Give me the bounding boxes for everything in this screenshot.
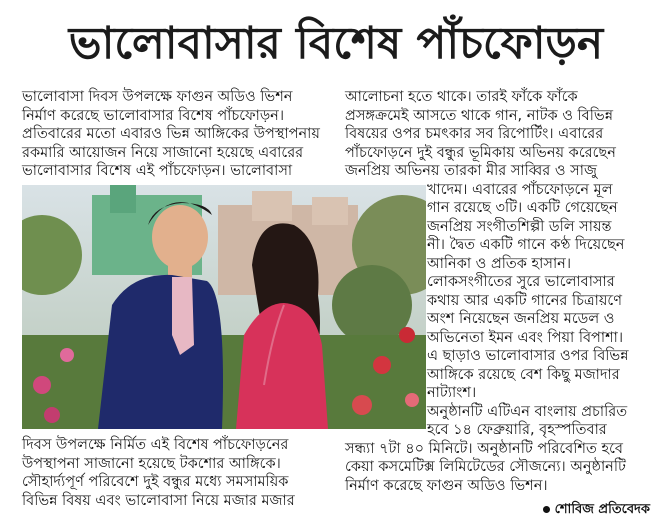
right-column [345,88,665,495]
text-line: খাদেম। এবারের পাঁচফোড়নে মূল [427,181,613,198]
text-line: প্রসঙ্গক্রমেই আসতে থাকে গান, নাটক ও বিভিন্ন [345,107,613,124]
text-line: দিবস উপলক্ষে নির্মিত এই বিশেষ পাঁচফোড়নের [22,437,289,453]
text-line: পাঁচফোড়নে দুই বন্ধুর ভূমিকায় অভিনয় করেছেন [345,144,616,161]
text-line: ভালোবাসার বিশেষ এই পাঁচফোড়ন। ভালোবাসা [22,163,293,179]
text-line: অনুষ্ঠানটি এটিএন বাংলায় প্রচারিত [427,403,628,420]
byline-text: শোবিজ প্রতিবেদক [554,502,650,517]
text-line: আলোচনা হতে থাকে। তারই ফাঁকে ফাঁকে [345,89,578,105]
text-line: লোকসংগীতের সুরে ভালোবাসার [427,274,615,290]
text-line: কথায় আর একটি গানের চিত্রায়ণে [427,292,622,309]
text-line: বিষয়ের ওপর চমৎকার সব রিপোর্টিং। এবারের [345,126,604,142]
text-line: সৌহার্দ্যপূর্ণ পরিবেশে দুই বন্ধুর মধ্যে সমসাময়িক [22,474,289,490]
text-line: নাট্যাংশ। [427,385,477,401]
text-line: জনপ্রিয় সংগীতশিল্পী ডলি সায়ন্ত [427,218,612,235]
text-line: বিভিন্ন বিষয় এবং ভালোবাসা নিয়ে মজার মজার [22,492,295,509]
text-line: অংশ নিয়েছেন জনপ্রিয় মডেল ও [427,311,615,327]
bullet-icon [543,506,550,513]
text-line: উপস্থাপনা সাজানো হয়েছে টকশোর আঙ্গিকে। [22,455,281,472]
text-line: কেয়া কসমেটিক্স লিমিটেডের সৌজন্যে। অনুষ্ঠানটি [345,459,626,475]
text-line: এ ছাড়াও ভালোবাসার ওপর বিভিন্ন [427,348,629,364]
article-headline: ভালোবাসার বিশেষ পাঁচফোড়ন [68,18,604,69]
text-line: ভালোবাসা দিবস উপলক্ষে ফাগুন অডিও ভিশন [22,89,293,105]
text-line: জনপ্রিয় অভিনয় তারকা মীর সাব্বির ও সাজু [345,163,597,179]
text-line: গান রয়েছে ৩টি। একটি গেয়েছেন [427,200,618,216]
text-line: নির্মাণ করেছে ভালোবাসার বিশেষ পাঁচফোড়ন। [22,107,285,124]
text-line: হবে ১৪ ফেব্রুয়ারি, বৃহস্পতিবার [427,422,607,438]
text-line: অভিনেতা ইমন এবং পিয়া বিপাশা। [427,329,624,346]
text-line: নী। দ্বৈত একটি গানে কণ্ঠ দিয়েছেন [427,237,625,253]
text-line: নির্মাণ করেছে ফাগুন অডিও ভিশন। [345,477,548,494]
text-line: আঙ্গিকে রয়েছে বেশ কিছু মজাদার [427,366,620,383]
text-line: আনিকা ও প্রতিক হাসান। [427,255,572,272]
text-line: রকমারি আয়োজন নিয়ে সাজানো হয়েছে এবারের [22,144,304,161]
text-line: প্রতিবারের মতো এবারও ভিন্ন আঙ্গিকের উপস্থাপনায় [22,126,320,142]
left-column-bottom [22,436,330,510]
text-line: সন্ধ্যা ৭টা ৪০ মিনিটে। অনুষ্ঠানটি পরিবেশিত হবে [345,440,623,457]
byline [543,500,650,521]
left-column-top [22,88,330,181]
